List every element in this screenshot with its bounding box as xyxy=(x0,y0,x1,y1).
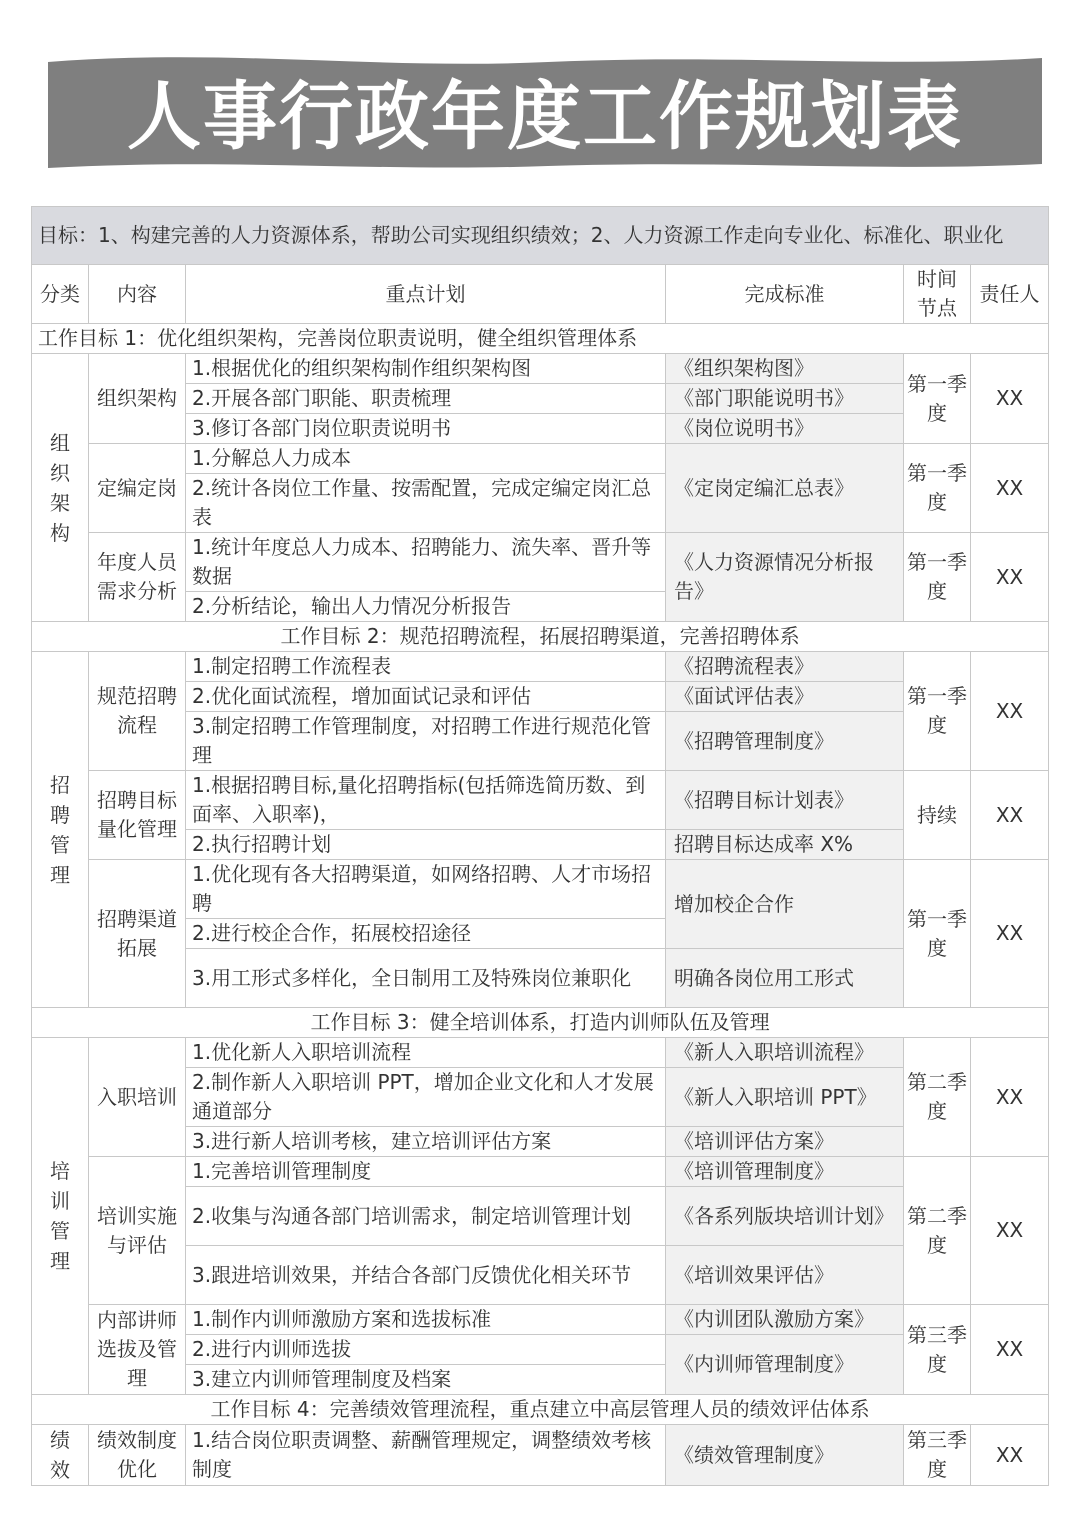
section-goal-1: 工作目标 1：优化组织架构，完善岗位职责说明，健全组织管理体系 xyxy=(32,324,1049,354)
plan-cell: 2.收集与沟通各部门培训需求，制定培训管理计划 xyxy=(186,1187,666,1246)
content-cell: 内部讲师选拔及管理 xyxy=(89,1305,186,1395)
plan-cell: 1.根据优化的组织架构制作组织架构图 xyxy=(186,354,666,384)
content-cell: 绩效制度优化 xyxy=(89,1425,186,1486)
time-cell: 持续 xyxy=(904,771,971,860)
standard-cell: 《定岗定编汇总表》 xyxy=(666,444,904,533)
plan-cell: 3.跟进培训效果，并结合各部门反馈优化相关环节 xyxy=(186,1246,666,1305)
standard-cell: 招聘目标达成率 X% xyxy=(666,830,904,860)
time-cell: 第三季度 xyxy=(904,1305,971,1395)
section-goal-4: 工作目标 4：完善绩效管理流程，重点建立中高层管理人员的绩效评估体系 xyxy=(32,1395,1049,1425)
header-owner: 责任人 xyxy=(971,265,1049,324)
content-cell: 组织架构 xyxy=(89,354,186,444)
standard-cell: 《面试评估表》 xyxy=(666,682,904,712)
plan-cell: 1.完善培训管理制度 xyxy=(186,1157,666,1187)
standard-cell: 《培训效果评估》 xyxy=(666,1246,904,1305)
plan-cell: 1.优化新人入职培训流程 xyxy=(186,1038,666,1068)
standard-cell: 《招聘管理制度》 xyxy=(666,712,904,771)
header-time: 时间节点 xyxy=(904,265,971,324)
plan-cell: 3.用工形式多样化，全日制用工及特殊岗位兼职化 xyxy=(186,949,666,1008)
time-cell: 第一季度 xyxy=(904,444,971,533)
owner-cell: XX xyxy=(971,860,1049,1008)
plan-cell: 3.进行新人培训考核，建立培训评估方案 xyxy=(186,1127,666,1157)
time-cell: 第一季度 xyxy=(904,652,971,771)
owner-cell: XX xyxy=(971,771,1049,860)
time-cell: 第二季度 xyxy=(904,1157,971,1305)
standard-cell: 《招聘流程表》 xyxy=(666,652,904,682)
title-banner xyxy=(48,52,1042,170)
time-cell: 第一季度 xyxy=(904,860,971,1008)
content-cell: 招聘目标量化管理 xyxy=(89,771,186,860)
plan-cell: 1.制定招聘工作流程表 xyxy=(186,652,666,682)
plan-cell: 2.开展各部门职能、职责梳理 xyxy=(186,384,666,414)
header-standard: 完成标准 xyxy=(666,265,904,324)
standard-cell: 《部门职能说明书》 xyxy=(666,384,904,414)
standard-cell: 增加校企合作 xyxy=(666,860,904,949)
category-cell: 绩效 xyxy=(32,1425,89,1486)
plan-cell: 1.制作内训师激励方案和选拔标准 xyxy=(186,1305,666,1335)
plan-cell: 1.分解总人力成本 xyxy=(186,444,666,474)
time-cell: 第一季度 xyxy=(904,354,971,444)
plan-cell: 2.分析结论，输出人力情况分析报告 xyxy=(186,592,666,622)
category-cell: 组织架构 xyxy=(32,354,89,622)
standard-cell: 《新人入职培训 PPT》 xyxy=(666,1068,904,1127)
standard-cell: 明确各岗位用工形式 xyxy=(666,949,904,1008)
owner-cell: XX xyxy=(971,354,1049,444)
plan-cell: 2.进行内训师选拔 xyxy=(186,1335,666,1365)
plan-cell: 3.建立内训师管理制度及档案 xyxy=(186,1365,666,1395)
section-goal-3: 工作目标 3：健全培训体系，打造内训师队伍及管理 xyxy=(32,1008,1049,1038)
standard-cell: 《内训团队激励方案》 xyxy=(666,1305,904,1335)
owner-cell: XX xyxy=(971,652,1049,771)
standard-cell: 《绩效管理制度》 xyxy=(666,1425,904,1486)
overall-goal: 目标：1、构建完善的人力资源体系，帮助公司实现组织绩效；2、人力资源工作走向专业化、标准化、职业化 xyxy=(32,207,1049,265)
plan-cell: 2.统计各岗位工作量、按需配置，完成定编定岗汇总表 xyxy=(186,474,666,533)
plan-cell: 2.制作新人入职培训 PPT，增加企业文化和人才发展通道部分 xyxy=(186,1068,666,1127)
content-cell: 定编定岗 xyxy=(89,444,186,533)
owner-cell: XX xyxy=(971,1425,1049,1486)
header-plan: 重点计划 xyxy=(186,265,666,324)
header-category: 分类 xyxy=(32,265,89,324)
standard-cell: 《培训评估方案》 xyxy=(666,1127,904,1157)
standard-cell: 《各系列版块培训计划》 xyxy=(666,1187,904,1246)
category-cell: 招聘管理 xyxy=(32,652,89,1008)
content-cell: 年度人员需求分析 xyxy=(89,533,186,622)
standard-cell: 《人力资源情况分析报告》 xyxy=(666,533,904,622)
plan-cell: 1.优化现有各大招聘渠道，如网络招聘、人才市场招聘 xyxy=(186,860,666,919)
standard-cell: 《招聘目标计划表》 xyxy=(666,771,904,830)
plan-cell: 3.修订各部门岗位职责说明书 xyxy=(186,414,666,444)
standard-cell: 《岗位说明书》 xyxy=(666,414,904,444)
plan-cell: 3.制定招聘工作管理制度，对招聘工作进行规范化管理 xyxy=(186,712,666,771)
header-content: 内容 xyxy=(89,265,186,324)
standard-cell: 《新人入职培训流程》 xyxy=(666,1038,904,1068)
content-cell: 入职培训 xyxy=(89,1038,186,1157)
content-cell: 规范招聘流程 xyxy=(89,652,186,771)
owner-cell: XX xyxy=(971,1038,1049,1157)
plan-cell: 2.执行招聘计划 xyxy=(186,830,666,860)
standard-cell: 《内训师管理制度》 xyxy=(666,1335,904,1395)
owner-cell: XX xyxy=(971,1157,1049,1305)
content-cell: 招聘渠道拓展 xyxy=(89,860,186,1008)
content-cell: 培训实施与评估 xyxy=(89,1157,186,1305)
page-title: 人事行政年度工作规划表 xyxy=(127,74,963,160)
standard-cell: 《培训管理制度》 xyxy=(666,1157,904,1187)
time-cell: 第一季度 xyxy=(904,533,971,622)
time-cell: 第三季度 xyxy=(904,1425,971,1486)
plan-cell: 1.结合岗位职责调整、薪酬管理规定，调整绩效考核制度 xyxy=(186,1425,666,1486)
section-goal-2: 工作目标 2：规范招聘流程，拓展招聘渠道，完善招聘体系 xyxy=(32,622,1049,652)
category-cell: 培训管理 xyxy=(32,1038,89,1395)
work-plan-table xyxy=(31,206,1049,1486)
plan-cell: 1.根据招聘目标,量化招聘指标(包括筛选简历数、到面率、入职率)， xyxy=(186,771,666,830)
standard-cell: 《组织架构图》 xyxy=(666,354,904,384)
owner-cell: XX xyxy=(971,444,1049,533)
time-cell: 第二季度 xyxy=(904,1038,971,1157)
plan-cell: 2.进行校企合作，拓展校招途径 xyxy=(186,919,666,949)
owner-cell: XX xyxy=(971,533,1049,622)
plan-cell: 1.统计年度总人力成本、招聘能力、流失率、晋升等数据 xyxy=(186,533,666,592)
owner-cell: XX xyxy=(971,1305,1049,1395)
plan-cell: 2.优化面试流程，增加面试记录和评估 xyxy=(186,682,666,712)
